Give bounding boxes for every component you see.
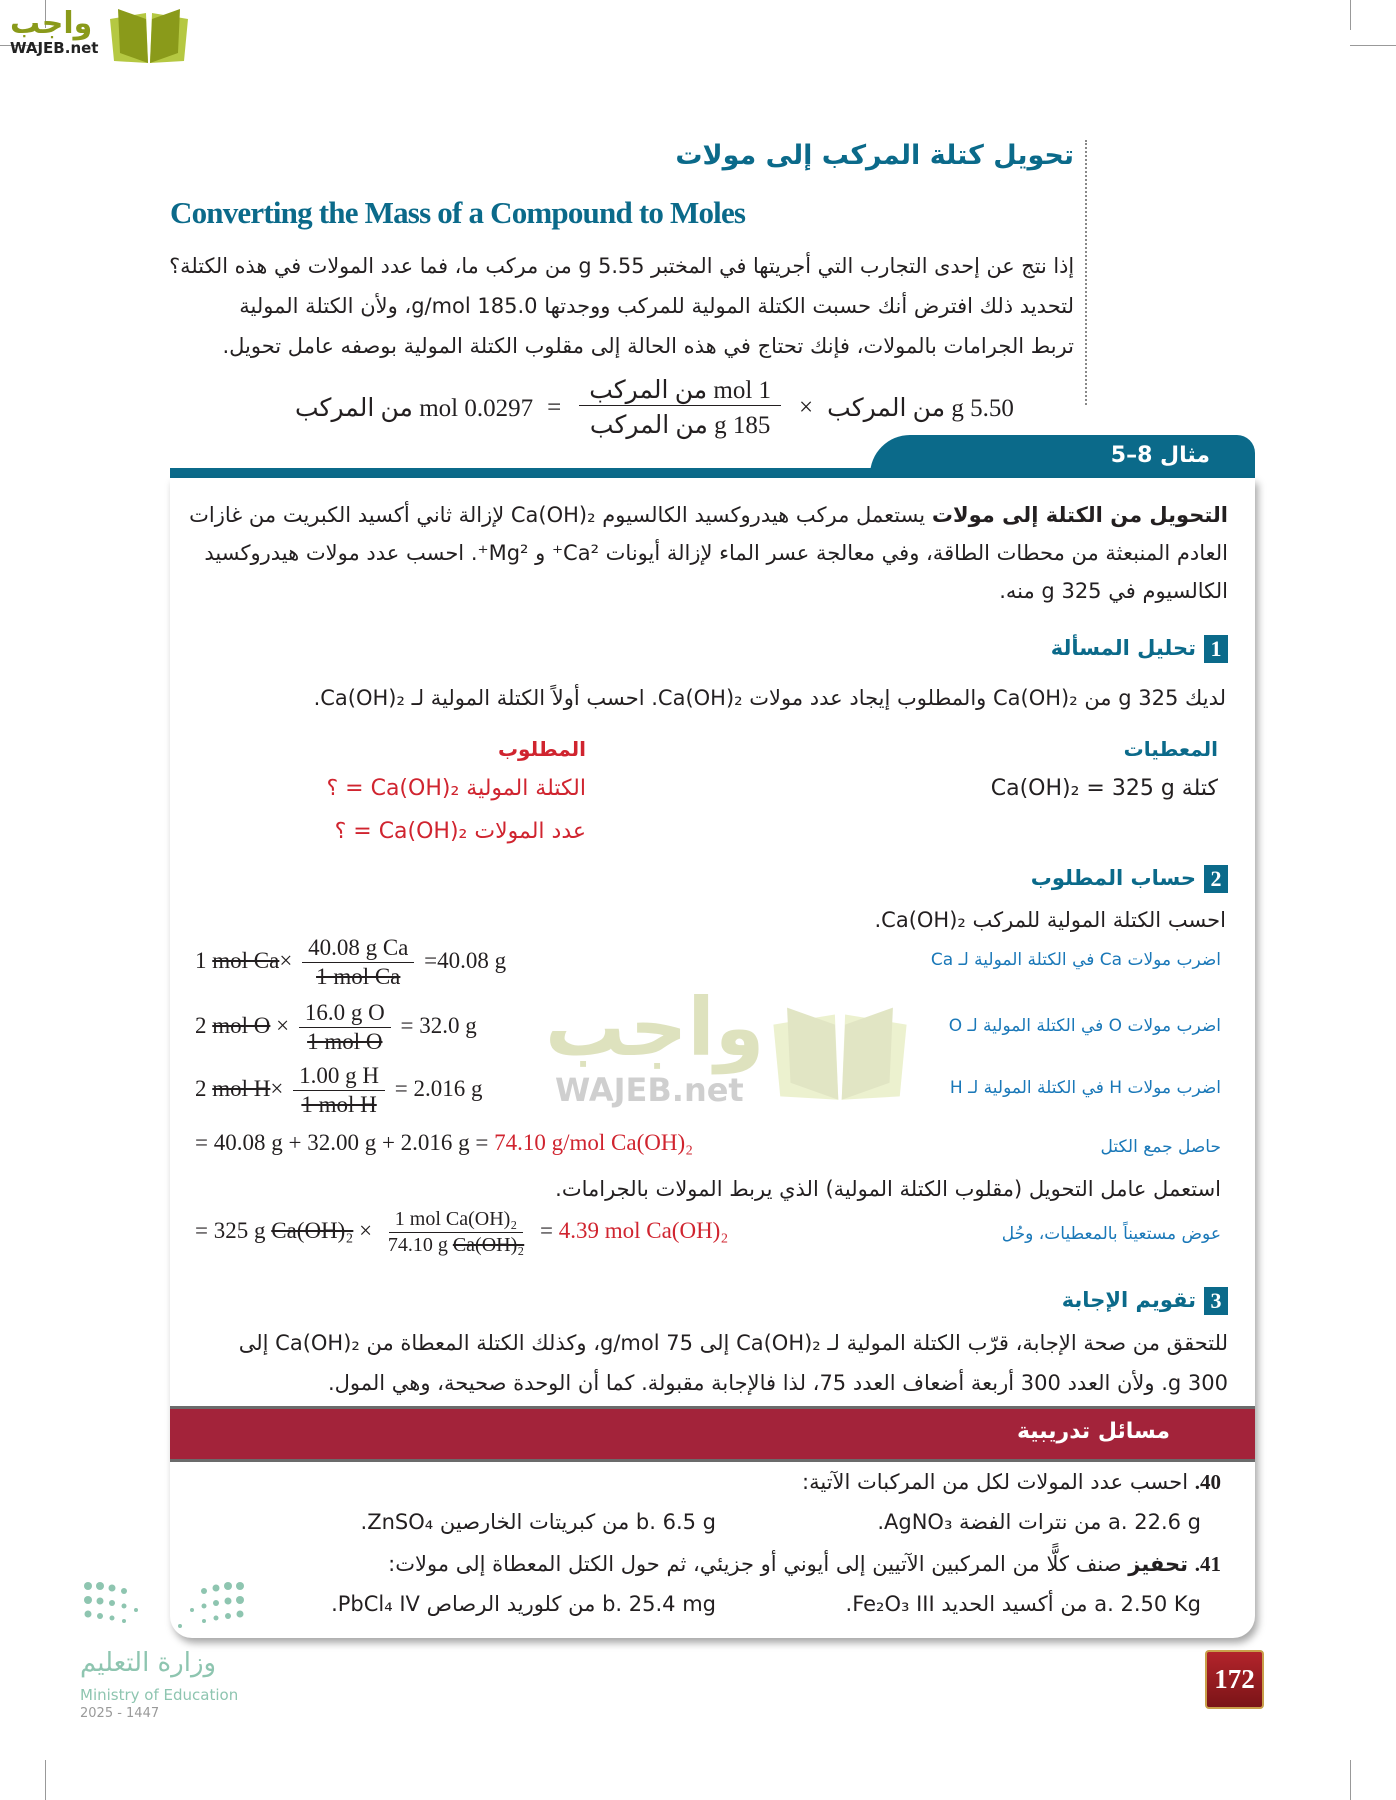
step1-title: تحليل المسألة: [1050, 636, 1196, 660]
example-tab-label: مثال 8–5: [1110, 443, 1210, 468]
watermark-book-icon: [770, 1000, 910, 1108]
crop-mark: [1350, 45, 1396, 46]
problem-title: التحويل من الكتلة إلى مولات: [931, 503, 1228, 527]
final-calc-row: [195, 1208, 728, 1257]
unknown-item: الكتلة المولية Ca(OH)₂ = ؟: [326, 776, 586, 801]
practice-header-bar: [170, 1406, 1255, 1462]
step2-title: حساب المطلوب: [1030, 866, 1196, 890]
step2-intro: احسب الكتلة المولية للمركب Ca(OH)₂.: [874, 908, 1226, 932]
equation-given: 5.50 g من المركب: [827, 394, 1014, 422]
step-hint: اضرب مولات Ca في الكتلة المولية لـ Ca: [930, 950, 1221, 970]
intro-line: لتحديد ذلك افترض أنك حسبت الكتلة المولية للمركب ووجدتها 185.0 g/mol، ولأن الكتلة المولية: [239, 294, 1074, 318]
row-result: =40.08 g: [424, 947, 507, 973]
inverse-molar-mass-fraction: [382, 1208, 530, 1257]
cancelled-unit: mol Ca: [212, 947, 280, 973]
section-rule: [1085, 140, 1087, 405]
step-number-badge: 2: [1204, 865, 1228, 893]
ministry-name-english: Ministry of Education: [80, 1686, 239, 1704]
section-title-english: Converting the Mass of a Compound to Moles: [170, 195, 746, 230]
sum-expression: = 40.08 g + 32.00 g + 2.016 g =: [195, 1130, 489, 1155]
watermark-arabic: واجب: [545, 981, 765, 1074]
question-40: [802, 1467, 1221, 1497]
step-hint: عوض مستعيناً بالمعطيات، وحُل: [1001, 1224, 1221, 1244]
denominator-value: 74.10 g: [387, 1234, 448, 1256]
problem-line: الكالسيوم في 325 g منه.: [999, 579, 1228, 603]
step-hint: اضرب مولات O في الكتلة المولية لـ O: [948, 1016, 1221, 1036]
molar-mass-fraction: [293, 1063, 385, 1118]
practice-header: مسائل تدريبية: [1016, 1419, 1170, 1444]
step2-heading: [1031, 865, 1228, 893]
step3-line: للتحقق من صحة الإجابة، قرّب الكتلة المولية لـ Ca(OH)₂ إلى 75 g/mol، وكذلك الكتلة المعطاة من Ca(OH)₂ إلى: [238, 1331, 1228, 1355]
equation-result: 0.0297 mol من المركب: [295, 394, 534, 422]
ministry-years: 2025 - 1447: [80, 1706, 160, 1721]
step-hint: اضرب مولات H في الكتلة المولية لـ H: [949, 1078, 1221, 1098]
intro-line: تربط الجرامات بالمولات، فإنك تحتاج في هذه الحالة إلى مقلوب الكتلة المولية بوصفه عامل تحويل.: [222, 334, 1074, 358]
logo-arabic: واجب: [10, 6, 93, 41]
denominator: [310, 963, 406, 990]
given-item: كتلة Ca(OH)₂ = 325 g: [990, 776, 1218, 801]
final-answer: 4.39 mol Ca(OH)₂: [558, 1217, 729, 1243]
question-number: 40.: [1194, 1470, 1221, 1494]
book-logo-icon: [108, 5, 190, 69]
times-sign: ×: [279, 947, 293, 973]
conversion-equation: [295, 375, 1014, 440]
numerator: 16.0 g O: [299, 1000, 391, 1028]
times-sign: ×: [276, 1012, 290, 1038]
ministry-dots-icon: [80, 1578, 250, 1637]
question-number: 41.: [1194, 1552, 1221, 1576]
calc-row-h: [195, 1063, 482, 1118]
times-sign: ×: [799, 393, 814, 421]
cancelled-unit: Ca(OH)₂: [452, 1234, 525, 1256]
step1-heading: [1051, 635, 1228, 663]
crop-mark: [45, 1760, 46, 1800]
step3-heading: [1062, 1287, 1228, 1315]
mole-count: 2: [195, 1012, 207, 1038]
wajeb-logo: [10, 8, 98, 56]
crop-mark: [1350, 1760, 1351, 1800]
numerator: 40.08 g Ca: [302, 935, 414, 963]
molar-mass-fraction: [302, 935, 414, 990]
step1-text: لديك 325 g من Ca(OH)₂ والمطلوب إيجاد عدد مولات Ca(OH)₂. احسب أولاً الكتلة المولية لـ Ca(OH)₂.: [313, 686, 1226, 710]
cancelled-unit: mol H: [212, 1075, 271, 1101]
page-number: 172: [1205, 1650, 1264, 1709]
section-title-arabic: تحويل كتلة المركب إلى مولات: [675, 140, 1074, 171]
step-number-badge: 1: [1204, 635, 1228, 663]
denominator: [295, 1091, 382, 1118]
question-40b: b. 6.5 g من كبريتات الخارصين ZnSO₄.: [360, 1510, 716, 1534]
cancelled-unit: 1 mol H: [301, 1092, 377, 1117]
row-result: = 2.016 g: [394, 1075, 483, 1101]
numerator: 1.00 g H: [293, 1063, 385, 1091]
equals-sign: =: [539, 1217, 553, 1243]
cancelled-unit: 1 mol Ca: [316, 964, 401, 989]
numerator: 1 mol Ca(OH)₂: [389, 1208, 524, 1233]
question-text: احسب عدد المولات لكل من المركبات الآتية:: [802, 1470, 1189, 1494]
conversion-text: استعمل عامل التحويل (مقلوب الكتلة المولية) الذي يربط المولات بالجرامات.: [555, 1177, 1221, 1201]
molar-mass-fraction: [299, 1000, 391, 1055]
logo-latin: WAJEB.net: [10, 39, 99, 57]
mole-count: 1: [195, 947, 207, 973]
unknowns-header: المطلوب: [497, 737, 586, 761]
cancelled-unit: 1 mol O: [307, 1029, 383, 1054]
mole-count: 2: [195, 1075, 207, 1101]
problem-line: العادم المنبعثة من محطات الطاقة، وفي معالجة عسر الماء لإزالة أيونات Ca²⁺ و Mg²⁺. احسب عدد مولات هيدروكسيد: [204, 541, 1228, 565]
example-tab: [870, 435, 1255, 480]
question-label: تحفيز: [1128, 1552, 1189, 1576]
question-41: [388, 1549, 1221, 1579]
step3-title: تقويم الإجابة: [1061, 1288, 1196, 1312]
calc-row-o: [195, 1000, 477, 1055]
cancelled-unit: Ca(OH)₂: [271, 1217, 354, 1243]
row-result: = 32.0 g: [400, 1012, 477, 1038]
intro-line: إذا نتج عن إحدى التجارب التي أجريتها في المختبر 5.55 g من مركب ما، فما عدد المولات في هذه الكتلة؟: [169, 254, 1074, 278]
molar-mass-result: 74.10 g/mol Ca(OH)₂: [494, 1130, 694, 1155]
given-mass: = 325 g: [195, 1217, 266, 1243]
question-41a: a. 2.50 Kg من أكسيد الحديد Fe₂O₃ III.: [845, 1592, 1201, 1616]
calc-row-ca: [195, 935, 506, 990]
step3-line: 300 g. ولأن العدد 300 أربعة أضعاف العدد 75، لذا فالإجابة مقبولة. كما أن الوحدة صحيحة، وهي المول.: [327, 1371, 1228, 1395]
numerator: 1 mol من المركب: [579, 375, 781, 406]
unknown-item: عدد المولات Ca(OH)₂ = ؟: [334, 819, 586, 844]
times-sign: ×: [359, 1217, 373, 1243]
question-41b: b. 25.4 mg من كلوريد الرصاص PbCl₄ IV.: [331, 1592, 716, 1616]
ministry-name-arabic: وزارة التعليم: [80, 1648, 217, 1678]
question-text: صنف كلًّا من المركبين الآتيين إلى أيوني أو جزيئي، ثم حول الكتل المعطاة إلى مولات:: [388, 1552, 1122, 1576]
times-sign: ×: [270, 1075, 284, 1101]
denominator: 185 g من المركب: [589, 412, 771, 439]
crop-mark: [1350, 0, 1351, 30]
conversion-factor: [579, 375, 781, 440]
watermark: [545, 981, 765, 1109]
step-hint: حاصل جمع الكتل: [1100, 1137, 1221, 1157]
question-40a: a. 22.6 g من نترات الفضة AgNO₃.: [877, 1510, 1201, 1534]
sum-row: [195, 1130, 693, 1156]
denominator: [382, 1233, 530, 1257]
equals-sign: =: [547, 393, 562, 421]
step-number-badge: 3: [1204, 1287, 1228, 1315]
givens-header: المعطيات: [1123, 737, 1218, 761]
cancelled-unit: mol O: [212, 1012, 271, 1038]
watermark-latin: WAJEB.net: [555, 1071, 744, 1109]
problem-line-text: يستعمل مركب هيدروكسيد الكالسيوم Ca(OH)₂ لإزالة ثاني أكسيد الكبريت من غازات: [189, 503, 926, 527]
denominator: [301, 1028, 388, 1055]
problem-line: [189, 500, 1228, 530]
